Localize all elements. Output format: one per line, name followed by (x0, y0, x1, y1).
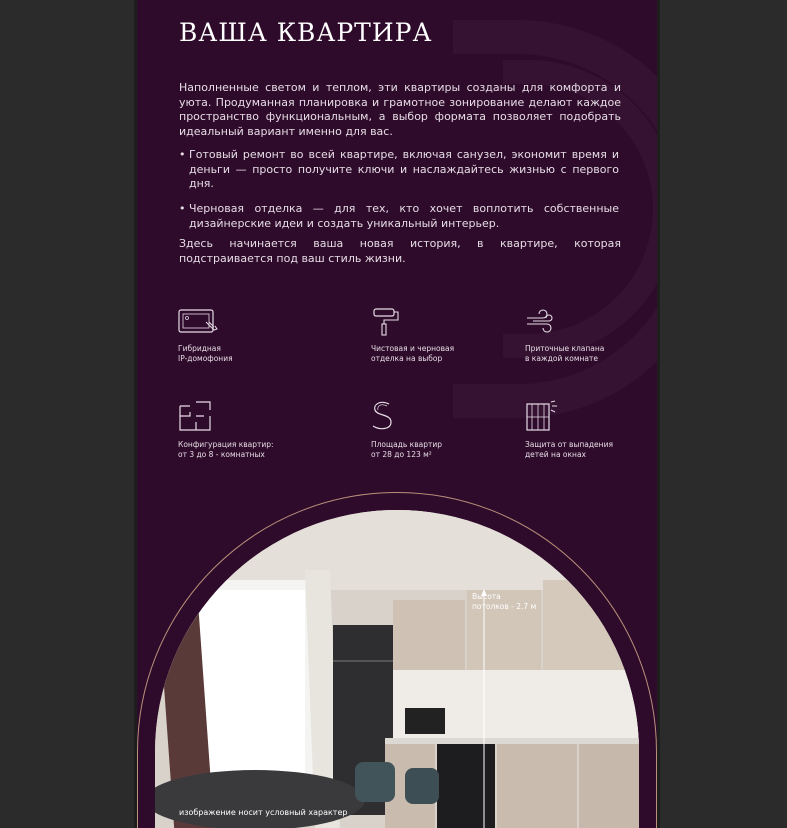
paint-roller-icon (371, 308, 415, 336)
feature-ventilation (525, 308, 655, 364)
bullet-item: • Черновая отделка — для тех, кто хочет воплотить собственные дизайнерские идеи и создать уникальный интерьер. (179, 202, 619, 230)
page-title: ВАША КВАРТИРА (179, 18, 433, 47)
feature-label: Чистовая и черновая (371, 344, 455, 353)
feature-label: отделка на выбор (371, 354, 443, 363)
feature-label: детей на окнах (525, 450, 586, 459)
intercom-tablet-icon (178, 308, 222, 336)
feature-label: Конфигурация квартир: (178, 440, 274, 449)
outro-paragraph: Здесь начинается ваша новая история, в квартире, которая подстраивается под ваш стиль жизни. (179, 237, 621, 265)
feature-label: от 28 до 123 м² (371, 450, 432, 459)
air-flow-icon (525, 308, 569, 336)
feature-configuration (178, 400, 308, 460)
bullet-text: Черновая отделка — для тех, кто хочет воплотить собственные дизайнерские идеи и создать уникальный интерьер. (189, 202, 619, 230)
brochure-page (137, 0, 657, 828)
feature-intercom (178, 308, 308, 364)
feature-finish (371, 308, 501, 364)
height-label-line: потолков - 2.7 м (472, 602, 537, 611)
feature-window-guard (525, 400, 655, 460)
kitchen-photo (155, 510, 639, 828)
floor-plan-icon (178, 400, 222, 432)
area-s-icon (371, 400, 415, 432)
ceiling-height-label (472, 592, 536, 612)
bullet-item: • Готовый ремонт во всей квартире, включая санузел, экономит время и деньги — просто получите ключи и наслаждайтесь жизнью с первого дня. (179, 148, 619, 190)
image-disclaimer: изображение носит условный характер (179, 808, 348, 817)
feature-label: IP-домофония (178, 354, 233, 363)
bullet-text: Готовый ремонт во всей квартире, включая санузел, экономит время и деньги — просто получите ключи и наслаждайтесь жизнью с первого дня. (189, 148, 619, 190)
feature-label: Приточные клапана (525, 344, 605, 353)
height-label-line: Высота (472, 592, 501, 601)
feature-label: Защита от выпадения (525, 440, 613, 449)
feature-label: от 3 до 8 - комнатных (178, 450, 265, 459)
window-guard-icon (525, 400, 569, 432)
feature-label: в каждой комнате (525, 354, 598, 363)
feature-label: Гибридная (178, 344, 221, 353)
feature-area (371, 400, 501, 460)
feature-label: Площадь квартир (371, 440, 442, 449)
intro-paragraph: Наполненные светом и теплом, эти квартиры созданы для комфорта и уюта. Продуманная планировка и грамотное зонирование делают каждое пространство функциональным, а выбор формата позволяет подобрать идеальный вариант именно для вас. (179, 81, 621, 138)
